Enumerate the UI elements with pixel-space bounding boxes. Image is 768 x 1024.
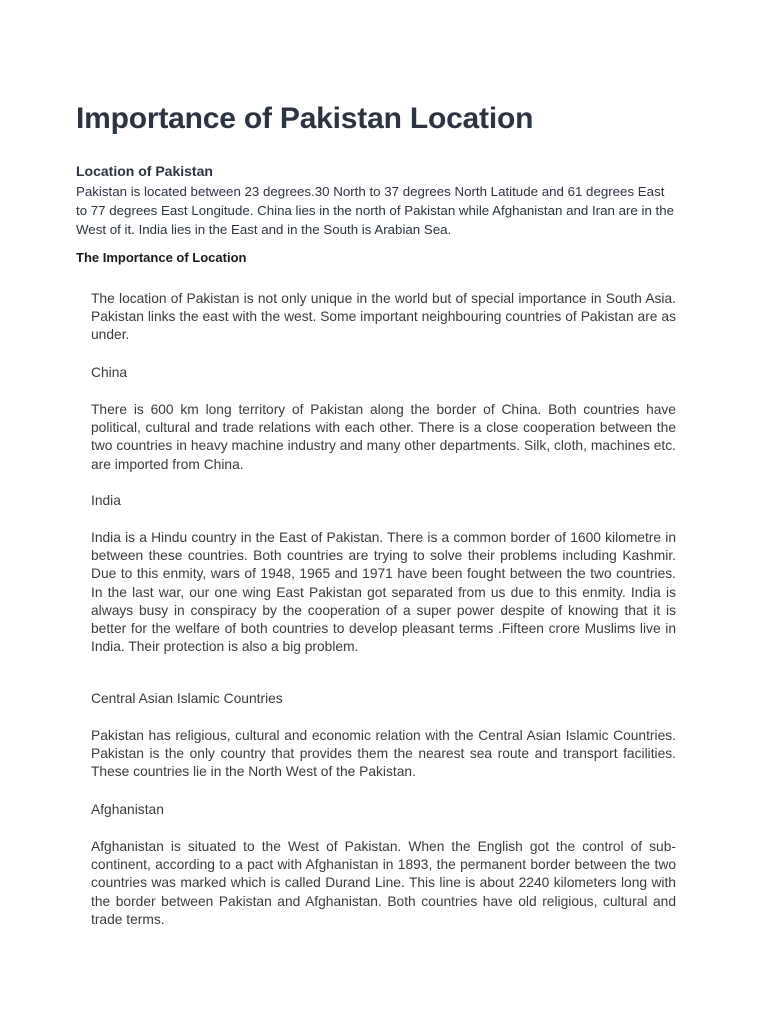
section-paragraph-india: India is a Hindu country in the East of Pakistan. There is a common border of 1600 kilometre in between these countries. Both countries are trying to solve their problems including Kashmir. Due to this enmity, wars of 1948, 1965 and 1971 have been fought between the two countries. In the last war, our one wing East Pakistan got separated from us due to this enmity. India is always busy in conspiracy by the cooperation of a super power despite of knowing that it is better for the welfare of both countries to develop pleasant terms .Fifteen crore Muslims live in India. Their protection is also a big problem. — [91, 530, 676, 655]
importance-paragraph: The location of Pakistan is not only unique in the world but of special importance in South Asia. Pakistan links the east with the west. Some important neighbouring countries of Pakistan are as under. — [91, 291, 676, 343]
location-heading: Location of Pakistan — [76, 163, 213, 179]
importance-heading: The Importance of Location — [76, 250, 247, 265]
location-paragraph: Pakistan is located between 23 degrees.30 North to 37 degrees North Latitude and 61 degrees East to 77 degrees East Longitude. China lies in the north of Pakistan while Afghanistan and Iran are in the West of it. India lies in the East and in the South is Arabian Sea. — [76, 184, 675, 237]
page-title: Importance of Pakistan Location — [76, 102, 534, 135]
section-label-afghanistan: Afghanistan — [91, 802, 164, 817]
section-paragraph-china: There is 600 km long territory of Pakistan along the border of China. Both countries have political, cultural and trade relations with each other. There is a close cooperation between the two countries in heavy machine industry and many other departments. Silk, cloth, machines etc. are imported from China. — [91, 402, 676, 472]
section-label-china: China — [91, 365, 128, 380]
section-label-india: India — [91, 493, 121, 508]
section-paragraph-central-asia: Pakistan has religious, cultural and economic relation with the Central Asian Islamic Countries. Pakistan is the only country that provides them the nearest sea route and transport facilities. These countries lie in the North West of the Pakistan. — [91, 728, 676, 780]
section-label-central-asia: Central Asian Islamic Countries — [91, 691, 283, 706]
section-paragraph-afghanistan: Afghanistan is situated to the West of Pakistan. When the English got the control of sub-continent, according to a pact with Afghanistan in 1893, the permanent border between the two countries was marked which is called Durand Line. This line is about 2240 kilometers long with the border between Pakistan and Afghanistan. Both countries have old religious, cultural and trade terms. — [91, 839, 676, 927]
